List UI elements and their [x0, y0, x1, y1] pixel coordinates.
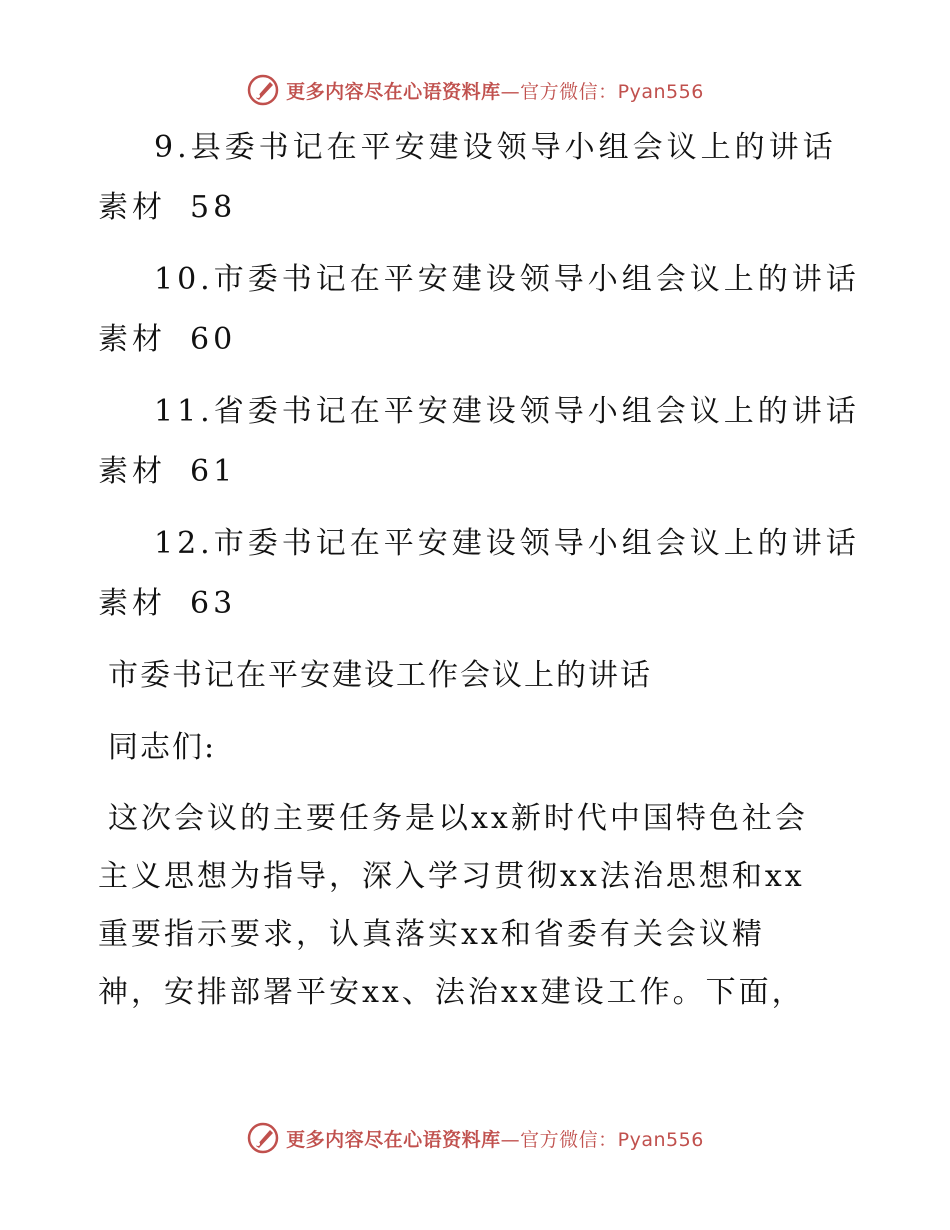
header-brand: 更多内容尽在心语资料库: [286, 80, 501, 103]
header-text: [286, 77, 704, 104]
toc-entry-page: 60: [190, 322, 237, 357]
toc-entry-tail: [98, 574, 858, 634]
footer-brand: 更多内容尽在心语资料库: [286, 1128, 501, 1151]
salutation: 同志们:: [108, 730, 217, 765]
header-banner: [0, 70, 950, 110]
pen-circle-logo-icon: [246, 1121, 280, 1155]
paragraph-line: 这次会议的主要任务是以xx新时代中国特色社会: [108, 801, 808, 836]
toc-entry-page: 58: [190, 190, 237, 225]
paragraph-line: 神，安排部署平安xx、法治xx建设工作。下面，: [98, 975, 805, 1010]
document-body: [98, 118, 858, 1022]
header-dash: —: [500, 80, 521, 103]
toc-entry-tail-text: 素材: [98, 586, 166, 621]
toc-entry-tail: [98, 178, 858, 238]
toc-entry-tail: [98, 442, 858, 502]
article-title: 市委书记在平安建设工作会议上的讲话: [108, 658, 652, 693]
toc-entry-title: 11.省委书记在平安建设领导小组会议上的讲话: [154, 394, 860, 429]
toc-entry-page: 61: [190, 454, 237, 489]
toc-entry-tail-text: 素材: [98, 322, 166, 357]
toc-entry-page: 63: [190, 586, 237, 621]
pen-circle-logo-icon: [246, 73, 280, 107]
footer-dash: —: [500, 1128, 521, 1151]
paragraph-line: 重要指示要求，认真落实xx和省委有关会议精: [98, 917, 765, 952]
header-contact: 官方微信：Pyan556: [520, 80, 704, 103]
toc-entry-title: 12.市委书记在平安建设领导小组会议上的讲话: [154, 526, 860, 561]
toc-entry-tail-text: 素材: [98, 454, 166, 489]
footer-banner: [0, 1118, 950, 1158]
toc-entry-tail: [98, 310, 858, 370]
footer-contact: 官方微信：Pyan556: [520, 1128, 704, 1151]
paragraph-line: 主义思想为指导，深入学习贯彻xx法治思想和xx: [98, 859, 805, 894]
toc-entry-tail-text: 素材: [98, 190, 166, 225]
toc-entry-title: 10.市委书记在平安建设领导小组会议上的讲话: [154, 262, 860, 297]
toc-entry-title: 9.县委书记在平安建设领导小组会议上的讲话: [154, 130, 837, 165]
footer-text: [286, 1125, 704, 1152]
